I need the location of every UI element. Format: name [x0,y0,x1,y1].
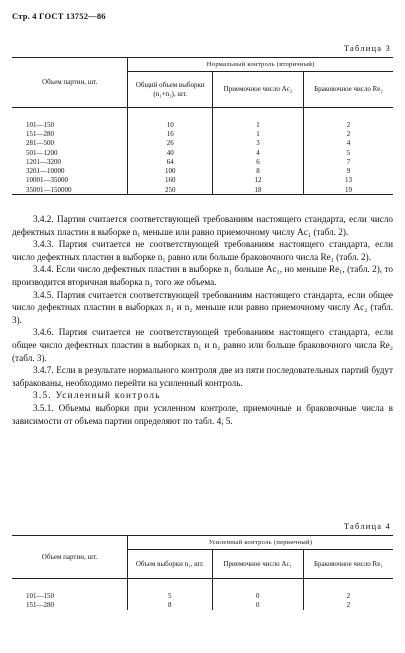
table-cell: 0 [212,600,303,609]
table-cell: 8 [127,600,212,609]
paragraph-3-4-2: 3.4.2. Партия считается соответствующей требованиям настоящего стандарта, если число дефектных пластин в выборке n₁ меньше или равно приемочному числу Ac₁ (табл. 2). [12,214,393,237]
table-cell: 160 [128,176,213,185]
paragraph-3-4-6: 3.4.6. Партия считается не соответствующей требованиям настоящего стандарта, если общее число дефектных пластин в выборках n₁ и n₂ равно или больше браковочного числа Re₂ (табл. 3). [12,327,393,363]
table-cell: 501—1200 [12,148,128,157]
table-cell: 2 [346,129,351,138]
table-cell: 1 [212,129,303,138]
table-cell: 7 [346,157,351,166]
table-4-header-sample-size: Объем выборки n₁, шт. [127,550,212,579]
table-cell: 100 [128,166,213,175]
table-row [12,120,393,129]
table-cell: 1201—3200 [12,157,128,166]
table-cell: 101—150 [12,120,128,129]
table-row [12,148,393,157]
table-row [12,176,393,185]
table-cell: 4 [346,139,351,148]
table-3-header-acceptance: Приемочное число Ac₂ [212,72,303,108]
table-cell: 12 [212,176,303,185]
table-3-header-rejection: Браковочное число Re₂ [303,72,393,108]
table-cell: 5 [346,148,351,157]
table-cell: 281—500 [12,139,128,148]
table-3-header-sample-size: Общий объем выборки (n₁+n₂), шт. [128,72,213,108]
table-cell: 151—280 [12,129,128,138]
table-row [12,600,393,609]
table-cell: 2 [346,591,351,600]
body-text [12,213,393,427]
table-4-span-title: Усиленный контроль (первичный) [127,536,393,550]
table-3-span-title: Нормальный контроль (вторичный) [128,58,393,72]
table-3 [12,57,393,195]
table-cell: 4 [212,148,303,157]
table-cell: 26 [128,139,213,148]
table-cell: 18 [212,185,303,195]
table-cell: 101—150 [12,591,127,600]
table-cell: 13 [344,176,352,185]
table-4-header-acceptance: Приемочное число Ac₁ [212,550,303,579]
table-cell: 16 [128,129,213,138]
table-cell: 10001—35000 [12,176,128,185]
paragraph-3-4-4: 3.4.4. Если число дефектных пластин в выборке n₁ больше Ac₁, но меньше Re₁, (табл. 2), то производится вторичная выборка n₂ того же объема. [12,264,393,287]
table-cell: 9 [346,167,351,176]
table-row [12,166,393,175]
table-row [12,185,393,195]
table-cell: 8 [212,166,303,175]
table-cell: 10 [128,120,213,129]
paragraph-3-4-5: 3.4.5. Партия считается соответствующей требованиям настоящего стандарта, если общее число дефектных пластин в выборках n₁ и n₂ меньше или равно приемочному числу Ac₂ (табл. 3). [12,289,393,325]
section-heading-3-5: 3.5. Усиленный контроль [33,390,161,401]
table-cell: 151—280 [12,600,127,609]
table-cell: 2 [346,120,351,129]
table-3-caption: Таблица 3 [343,43,391,53]
table-4-caption: Таблица 4 [343,521,391,531]
table-cell: 3201—10000 [12,166,128,175]
table-cell: 6 [212,157,303,166]
table-cell: 35001—150000 [12,185,128,195]
table-cell: 2 [346,600,351,609]
table-3-spacer [12,108,393,121]
page-header: Стр. 4 ГОСТ 13752—86 [12,11,106,21]
table-4-header-lot-size: Объем партии, шт. [12,536,127,579]
table-cell: 3 [212,139,303,148]
table-cell: 64 [128,157,213,166]
table-cell: 0 [212,591,303,600]
table-3-header-lot-size: Объем партии, шт. [12,58,128,108]
paragraph-3-5-1: 3.5.1. Объемы выборки при усиленном контроле, приемочные и браковочные числа в зависимости от объема партии определяют по табл. 4, 5. [12,402,393,426]
table-4-header-rejection: Браковочное число Re₁ [303,550,393,579]
table-cell: 250 [128,185,213,195]
table-row [12,157,393,166]
paragraph-3-4-7: 3.4.7. Если в результате нормального контроля две из пяти последовательных партий будут забракованы, необходимо перейти на усиленный контроль. [12,365,393,388]
table-4-spacer [12,579,393,592]
table-row [12,591,393,600]
table-cell: 19 [303,185,393,195]
table-cell: 5 [127,591,212,600]
table-cell: 40 [128,148,213,157]
paragraph-3-4-3: 3.4.3. Партия считается не соответствующей требованиям настоящего стандарта, если число дефектных пластин в выборке n₁ равно или больше браковочного числа Re₁ (табл. 2). [12,239,393,262]
table-row [12,129,393,138]
table-4 [12,535,393,610]
table-cell: 1 [212,120,303,129]
table-row [12,139,393,148]
